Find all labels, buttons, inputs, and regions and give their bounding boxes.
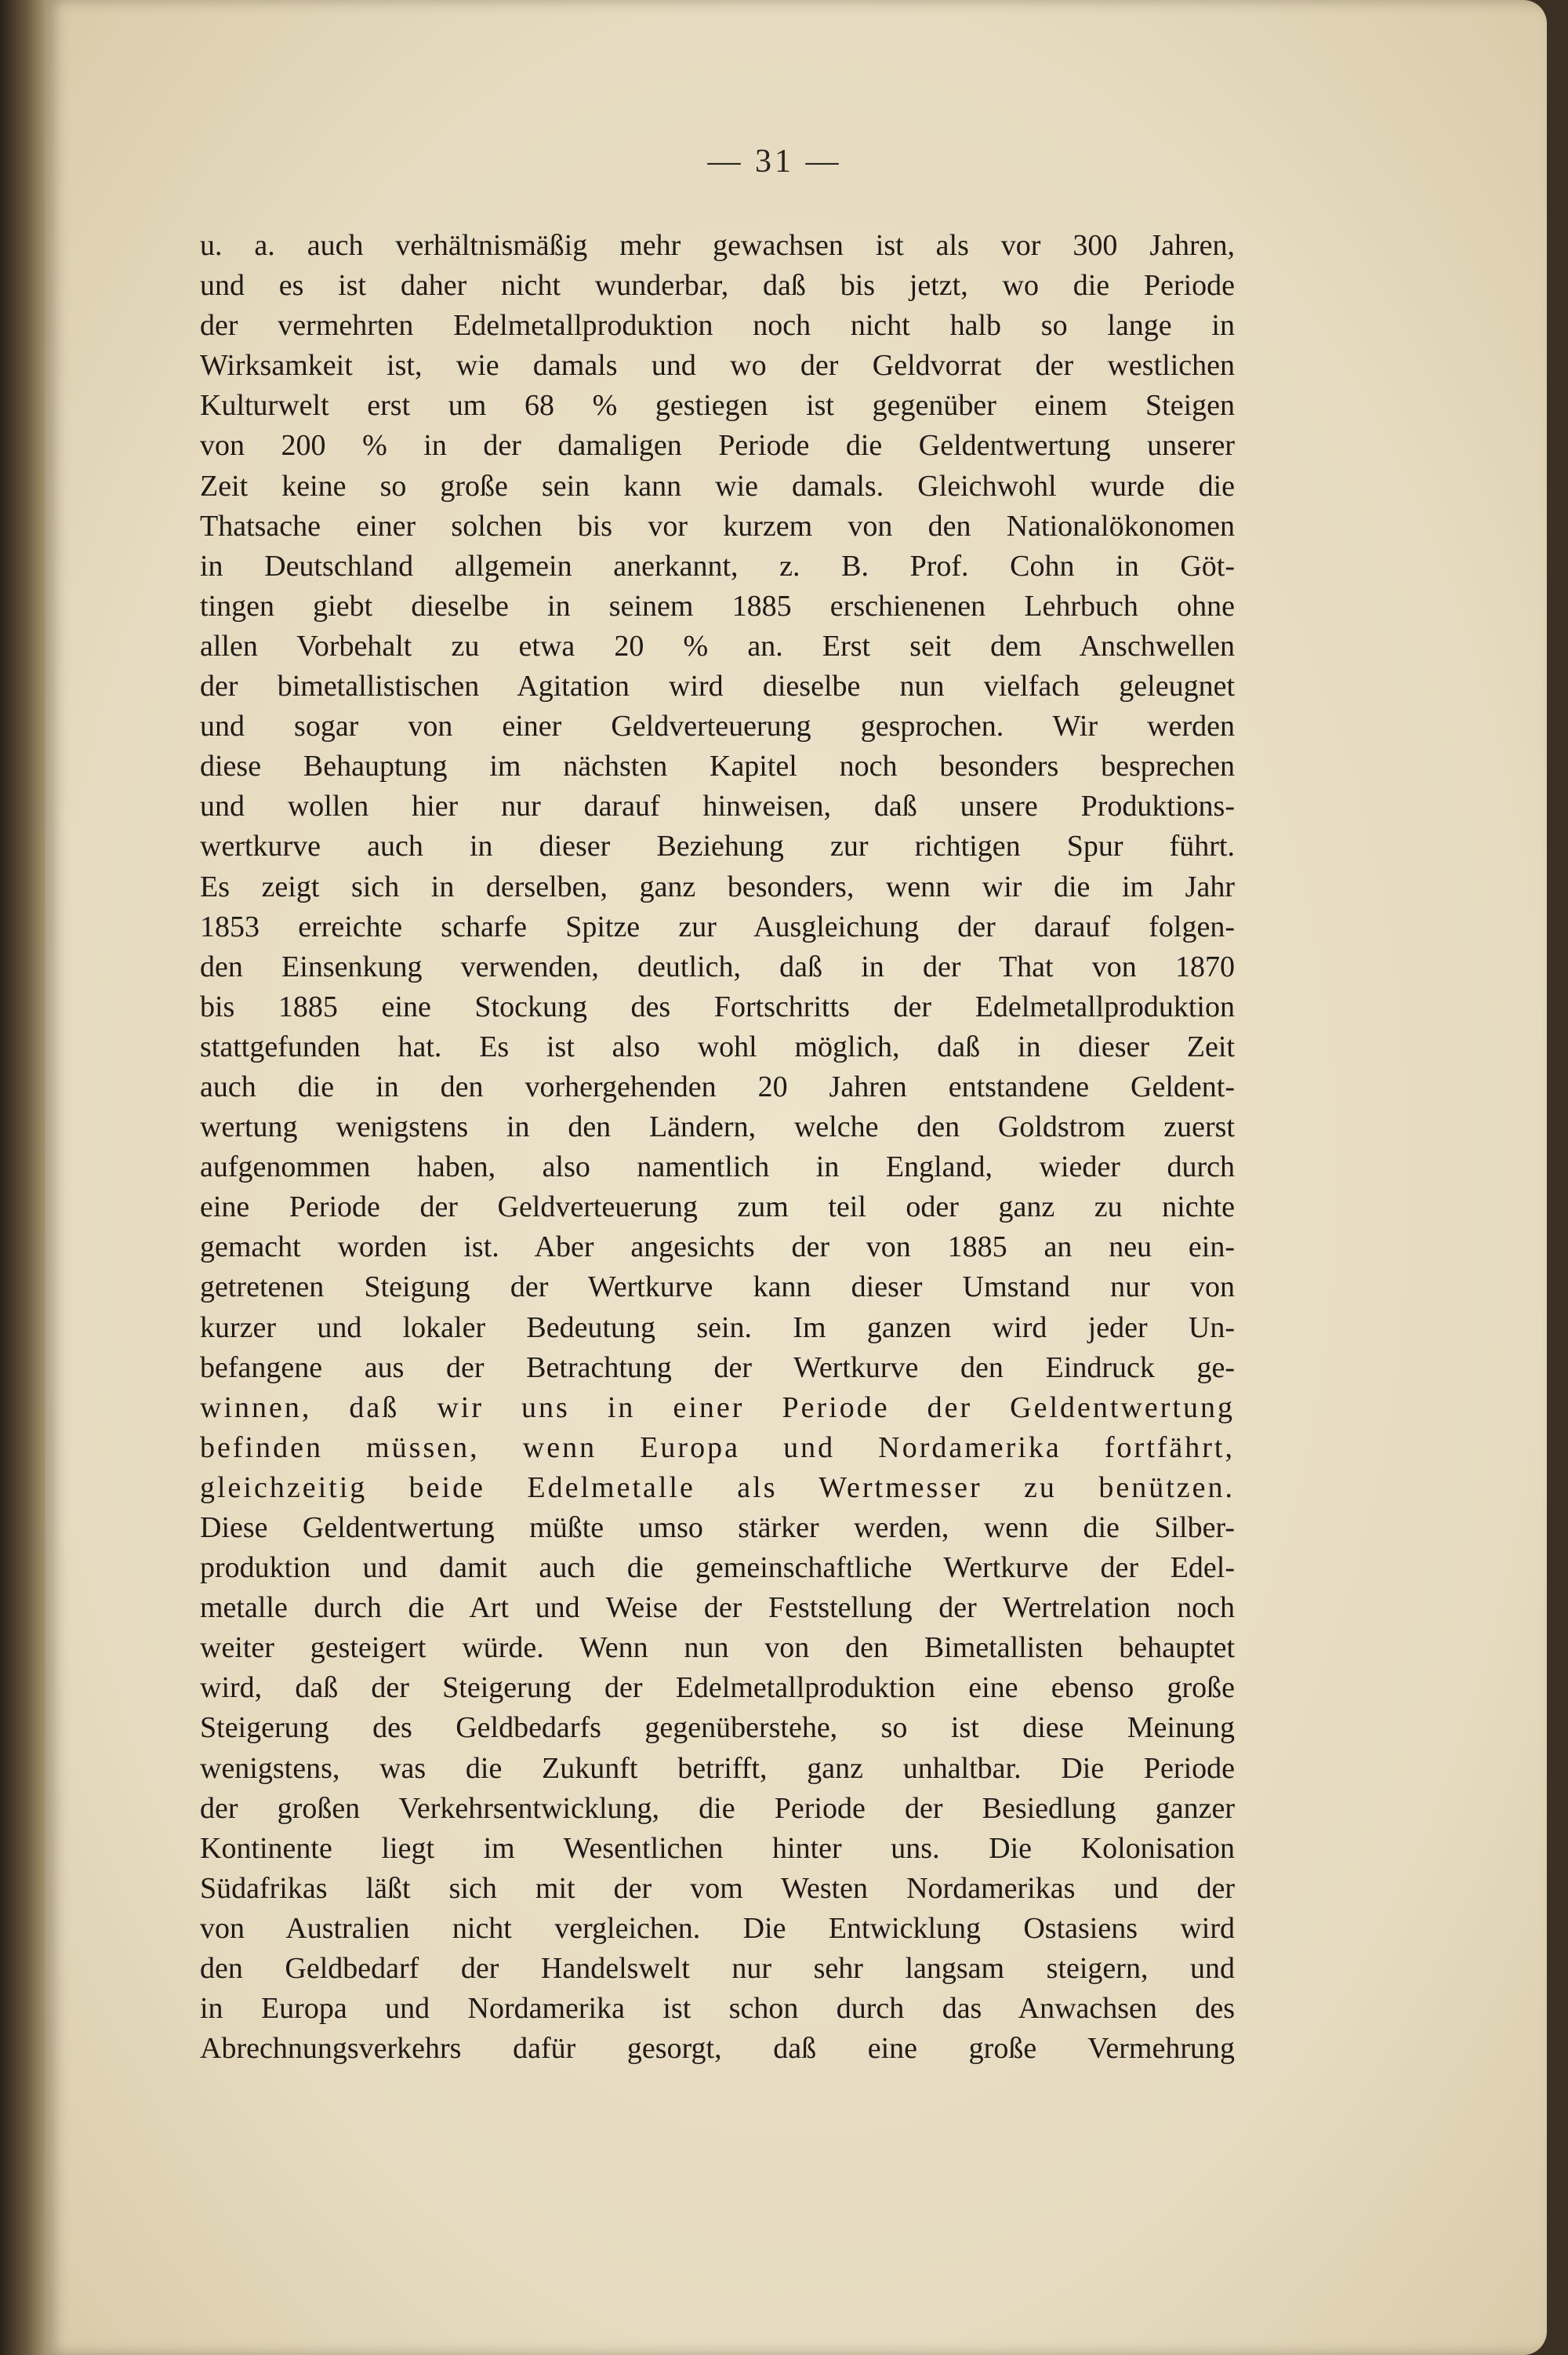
- text-line: und sogar von einer Geldverteuerung gesprochen. Wir werden: [200, 710, 1235, 743]
- text-line: Wirksamkeit ist, wie damals und wo der Geldvorrat der westlichen: [200, 349, 1235, 383]
- text-line: kurzer und lokaler Bedeutung sein. Im ganzen wird jeder Un-: [200, 1310, 1235, 1344]
- text-line: befinden müssen, wenn Europa und Nordamerika fortfährt,: [200, 1430, 1235, 1464]
- text-line: befangene aus der Betrachtung der Wertkurve den Eindruck ge-: [200, 1350, 1235, 1384]
- text-line: der vermehrten Edelmetallproduktion noch nicht halb so lange in: [200, 309, 1235, 343]
- facing-page-edge: [0, 0, 45, 2355]
- text-line: Zeit keine so große sein kann wie damals. Gleichwohl wurde die: [200, 469, 1235, 503]
- text-line: Diese Geldentwertung müßte umso stärker werden, wenn die Silber-: [200, 1511, 1235, 1544]
- text-line: bis 1885 eine Stockung des Fortschritts der Edelmetallproduktion: [200, 990, 1235, 1023]
- text-line: von 200 % in der damaligen Periode die Geldentwertung unserer: [200, 429, 1235, 463]
- text-line: Kulturwelt erst um 68 % gestiegen ist gegenüber einem Steigen: [200, 389, 1235, 423]
- text-line: 1853 erreichte scharfe Spitze zur Ausgleichung der darauf folgen-: [200, 910, 1235, 943]
- text-line: den Geldbedarf der Handelswelt nur sehr langsam steigern, und: [200, 1952, 1235, 1986]
- text-line: und es ist daher nicht wunderbar, daß bis jetzt, wo die Periode: [200, 269, 1235, 303]
- text-line: wenigstens, was die Zukunft betrifft, ganz unhaltbar. Die Periode: [200, 1751, 1235, 1785]
- text-line: wertung wenigstens in den Ländern, welche den Goldstrom zuerst: [200, 1110, 1235, 1144]
- text-line: in Deutschland allgemein anerkannt, z. B. Prof. Cohn in Göt-: [200, 549, 1235, 583]
- text-line: allen Vorbehalt zu etwa 20 % an. Erst seit dem Anschwellen: [200, 629, 1235, 663]
- text-line: auch die in den vorhergehenden 20 Jahren entstandene Geldent-: [200, 1070, 1235, 1103]
- text-line: getretenen Steigung der Wertkurve kann dieser Umstand nur von: [200, 1270, 1235, 1304]
- text-line: der großen Verkehrsentwicklung, die Periode der Besiedlung ganzer: [200, 1791, 1235, 1825]
- text-line: Es zeigt sich in derselben, ganz besonders, wenn wir die im Jahr: [200, 870, 1235, 903]
- text-line: Steigerung des Geldbedarfs gegenüberstehe, so ist diese Meinung: [200, 1711, 1235, 1745]
- text-line: eine Periode der Geldverteuerung zum teil oder ganz zu nichte: [200, 1190, 1235, 1224]
- text-line: weiter gesteigert würde. Wenn nun von den Bimetallisten behauptet: [200, 1631, 1235, 1665]
- text-line: stattgefunden hat. Es ist also wohl möglich, daß in dieser Zeit: [200, 1030, 1235, 1063]
- text-line: u. a. auch verhältnismäßig mehr gewachsen ist als vor 300 Jahren,: [200, 229, 1235, 262]
- book-page: [45, 0, 1547, 2355]
- text-line: Kontinente liegt im Wesentlichen hinter uns. Die Kolonisation: [200, 1831, 1235, 1865]
- text-line: Thatsache einer solchen bis vor kurzem von den Nationalökonomen: [200, 509, 1235, 543]
- text-line: in Europa und Nordamerika ist schon durch das Anwachsen des: [200, 1992, 1235, 2026]
- text-line: produktion und damit auch die gemeinschaftliche Wertkurve der Edel-: [200, 1551, 1235, 1585]
- text-line: tingen giebt dieselbe in seinem 1885 erschienenen Lehrbuch ohne: [200, 589, 1235, 623]
- page-number: — 31 —: [707, 144, 842, 180]
- text-line: diese Behauptung im nächsten Kapitel noch besonders besprechen: [200, 750, 1235, 783]
- text-line: metalle durch die Art und Weise der Feststellung der Wertrelation noch: [200, 1591, 1235, 1625]
- text-line: den Einsenkung verwenden, deutlich, daß in der That von 1870: [200, 950, 1235, 983]
- text-line: winnen, daß wir uns in einer Periode der Geldentwertung: [200, 1390, 1235, 1424]
- body-text: [200, 226, 1235, 2069]
- text-line: Südafrikas läßt sich mit der vom Westen Nordamerikas und der: [200, 1871, 1235, 1905]
- text-line: wertkurve auch in dieser Beziehung zur richtigen Spur führt.: [200, 830, 1235, 863]
- background-edge: [1547, 0, 1568, 2355]
- text-line: aufgenommen haben, also namentlich in England, wieder durch: [200, 1150, 1235, 1184]
- text-line: gemacht worden ist. Aber angesichts der von 1885 an neu ein-: [200, 1230, 1235, 1264]
- text-line: der bimetallistischen Agitation wird dieselbe nun vielfach geleugnet: [200, 670, 1235, 703]
- text-line: und wollen hier nur darauf hinweisen, daß unsere Produktions-: [200, 790, 1235, 823]
- text-line: von Australien nicht vergleichen. Die Entwicklung Ostasiens wird: [200, 1911, 1235, 1945]
- text-line: Abrechnungsverkehrs dafür gesorgt, daß eine große Vermehrung: [200, 2032, 1235, 2066]
- text-line: gleichzeitig beide Edelmetalle als Wertmesser zu benützen.: [200, 1470, 1235, 1504]
- text-line: wird, daß der Steigerung der Edelmetallproduktion eine ebenso große: [200, 1671, 1235, 1705]
